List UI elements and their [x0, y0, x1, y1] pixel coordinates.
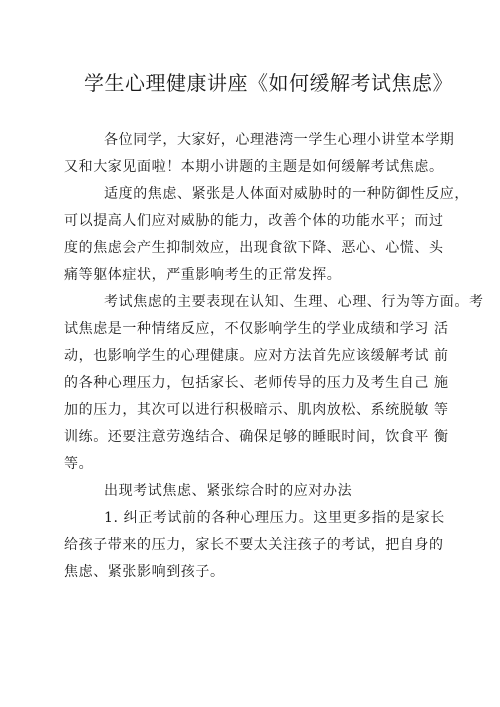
section-heading: 出现考试焦虑、紧张综合时的应对办法: [104, 483, 353, 499]
paragraph-line: 的各种心理压力，包括家长、老师传导的压力及考生自己 施: [64, 375, 449, 391]
paragraph-line: 1. 纠正考试前的各种心理压力。这里更多指的是家长: [104, 510, 445, 526]
paragraph-line: 动，也影响学生的心理健康。应对方法首先应该缓解考试 前: [64, 348, 449, 364]
paragraph-line: 适度的焦虑、紧张是人体面对威胁时的一种防御性反应，: [104, 186, 469, 202]
paragraph-line: 考试焦虑的主要表现在认知、生理、心理、行为等方面。考: [104, 294, 484, 310]
paragraph-line: 试焦虑是一种情绪反应，不仅影响学生的学业成绩和学习 活: [64, 321, 449, 337]
paragraph-line: 给孩子带来的压力，家长不要太关注孩子的考试，把自身的: [64, 537, 444, 553]
paragraph-line: 度的焦虑会产生抑制效应，出现食欲下降、恶心、心慌、头: [64, 240, 444, 256]
paragraph-line: 痛等躯体症状，严重影响考生的正常发挥。: [64, 267, 342, 283]
paragraph-line: 各位同学，大家好，心理港湾一学生心理小讲堂本学期: [104, 132, 455, 148]
paragraph-line: 加的压力，其次可以进行积极暗示、肌肉放松、系统脱敏 等: [64, 402, 449, 418]
paragraph-line: 又和大家见面啦！本期小讲题的主题是如何缓解考试焦虑。: [64, 159, 444, 175]
paragraph-line: 可以提高人们应对威胁的能力，改善个体的功能水平；而过: [64, 213, 444, 229]
paragraph-line: 训练。还要注意劳逸结合、确保足够的睡眠时间，饮食平 衡: [64, 429, 449, 445]
document-title: 学生心理健康讲座《如何缓解考试焦虑》: [84, 71, 453, 95]
paragraph-line: 等。: [64, 456, 94, 472]
paragraph-line: 焦虑、紧张影响到孩子。: [64, 564, 225, 580]
